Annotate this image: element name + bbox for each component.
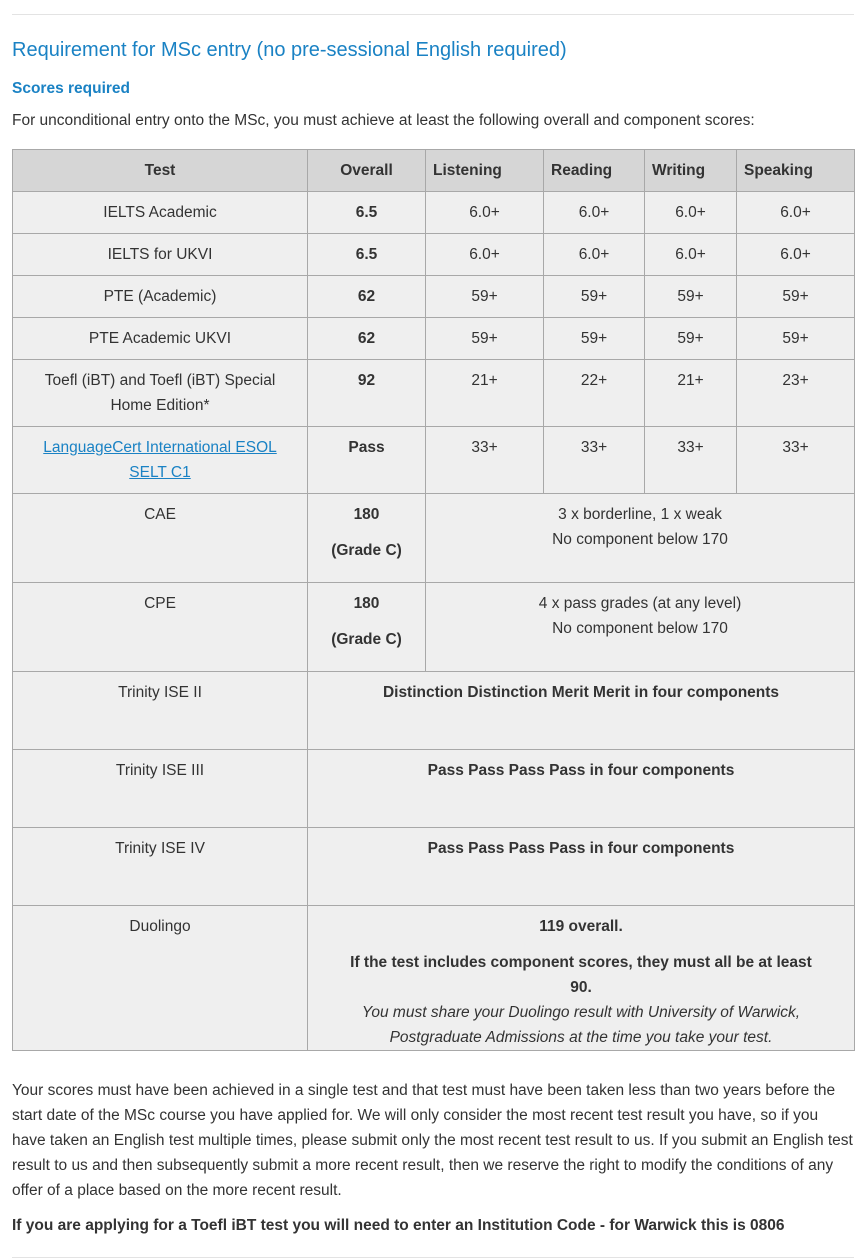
table-row — [13, 276, 855, 318]
duolingo-share-note: You must share your Duolingo result with University of Warwick, Postgraduate Admissions at the time you take your test. — [361, 1004, 801, 1046]
table-row-trinity-iv — [13, 828, 855, 906]
listening-score: 21+ — [426, 360, 544, 427]
table-row — [13, 192, 855, 234]
listening-score: 59+ — [426, 276, 544, 318]
reading-score: 33+ — [544, 427, 645, 494]
requirement: Distinction Distinction Merit Merit in four components — [308, 672, 855, 750]
test-name: Duolingo — [13, 906, 308, 1051]
test-name: Trinity ISE II — [13, 672, 308, 750]
listening-score: 6.0+ — [426, 192, 544, 234]
section-subheading: Scores required — [12, 80, 131, 97]
header-test: Test — [13, 150, 308, 192]
reading-score: 59+ — [544, 276, 645, 318]
test-name: IELTS Academic — [13, 192, 308, 234]
header-overall: Overall — [308, 150, 426, 192]
test-name: PTE (Academic) — [13, 276, 308, 318]
test-name: Trinity ISE III — [13, 750, 308, 828]
speaking-score: 59+ — [737, 276, 855, 318]
overall-score: 6.5 — [308, 192, 426, 234]
top-divider — [12, 14, 854, 15]
table-header-row — [13, 150, 855, 192]
test-name: CAE — [13, 494, 308, 583]
writing-score: 6.0+ — [645, 192, 737, 234]
speaking-score: 6.0+ — [737, 234, 855, 276]
overall-score-cell — [308, 583, 426, 672]
test-name: IELTS for UKVI — [13, 234, 308, 276]
table-row — [13, 360, 855, 427]
requirement-line: No component below 170 — [552, 620, 728, 637]
table-row-cpe — [13, 583, 855, 672]
overall-score: 180 — [353, 595, 380, 612]
requirement-line: No component below 170 — [552, 531, 728, 548]
test-name: PTE Academic UKVI — [13, 318, 308, 360]
table-row — [13, 318, 855, 360]
duolingo-overall: 119 overall. — [539, 918, 623, 935]
content — [12, 0, 854, 1258]
table-row — [13, 427, 855, 494]
overall-score-cell — [308, 494, 426, 583]
institution-code-note: If you are applying for a Toefl iBT test you will need to enter an Institution Code - for Warwick this is 0806 — [12, 1217, 785, 1234]
requirement-cell — [308, 906, 855, 1051]
overall-score: 62 — [308, 318, 426, 360]
grade-label: (Grade C) — [331, 631, 402, 648]
listening-score: 33+ — [426, 427, 544, 494]
page-title: Requirement for MSc entry (no pre-sessional English required) — [12, 39, 567, 61]
reading-score: 22+ — [544, 360, 645, 427]
speaking-score: 6.0+ — [737, 192, 855, 234]
header-listening: Listening — [426, 150, 544, 192]
writing-score: 59+ — [645, 276, 737, 318]
table-row-duolingo — [13, 906, 855, 1051]
languagecert-link[interactable]: LanguageCert International ESOL SELT C1 — [43, 439, 277, 481]
writing-score: 21+ — [645, 360, 737, 427]
overall-score: 6.5 — [308, 234, 426, 276]
table-row-cae — [13, 494, 855, 583]
reading-score: 6.0+ — [544, 192, 645, 234]
table-row-trinity-ii — [13, 672, 855, 750]
requirement: Pass Pass Pass Pass in four components — [308, 828, 855, 906]
speaking-score: 33+ — [737, 427, 855, 494]
table-row — [13, 234, 855, 276]
requirement: Pass Pass Pass Pass in four components — [308, 750, 855, 828]
speaking-score: 59+ — [737, 318, 855, 360]
requirement-line: 3 x borderline, 1 x weak — [558, 506, 722, 523]
table-row-trinity-iii — [13, 750, 855, 828]
test-name-cell — [13, 427, 308, 494]
component-requirement — [426, 583, 855, 672]
writing-score: 33+ — [645, 427, 737, 494]
header-speaking: Speaking — [737, 150, 855, 192]
scores-table — [12, 149, 855, 1051]
test-name: CPE — [13, 583, 308, 672]
reading-score: 59+ — [544, 318, 645, 360]
header-reading: Reading — [544, 150, 645, 192]
header-writing: Writing — [645, 150, 737, 192]
listening-score: 59+ — [426, 318, 544, 360]
overall-score: 92 — [308, 360, 426, 427]
component-requirement — [426, 494, 855, 583]
test-name: Trinity ISE IV — [13, 828, 308, 906]
writing-score: 6.0+ — [645, 234, 737, 276]
duolingo-component-note: If the test includes component scores, they must all be at least 90. — [350, 954, 812, 996]
overall-score: Pass — [308, 427, 426, 494]
writing-score: 59+ — [645, 318, 737, 360]
listening-score: 6.0+ — [426, 234, 544, 276]
reading-score: 6.0+ — [544, 234, 645, 276]
test-name: Toefl (iBT) and Toefl (iBT) Special Home Edition* — [13, 360, 308, 427]
speaking-score: 23+ — [737, 360, 855, 427]
grade-label: (Grade C) — [331, 542, 402, 559]
requirement-line: 4 x pass grades (at any level) — [538, 595, 742, 612]
overall-score: 62 — [308, 276, 426, 318]
overall-score: 180 — [353, 506, 380, 523]
conditions-text: Your scores must have been achieved in a single test and that test must have been taken less than two years before the start date of the MSc course you have applied for. We will only consider the most recent test result you have, so if you have taken an English test multiple times, please submit only the most recent test result to us. If you submit an English test result to us and then subsequently submit a more recent result, then we reserve the right to modify the conditions of any offer of a place based on the more recent result. — [12, 1082, 853, 1199]
intro-text: For unconditional entry onto the MSc, you must achieve at least the following overall and component scores: — [12, 112, 755, 129]
